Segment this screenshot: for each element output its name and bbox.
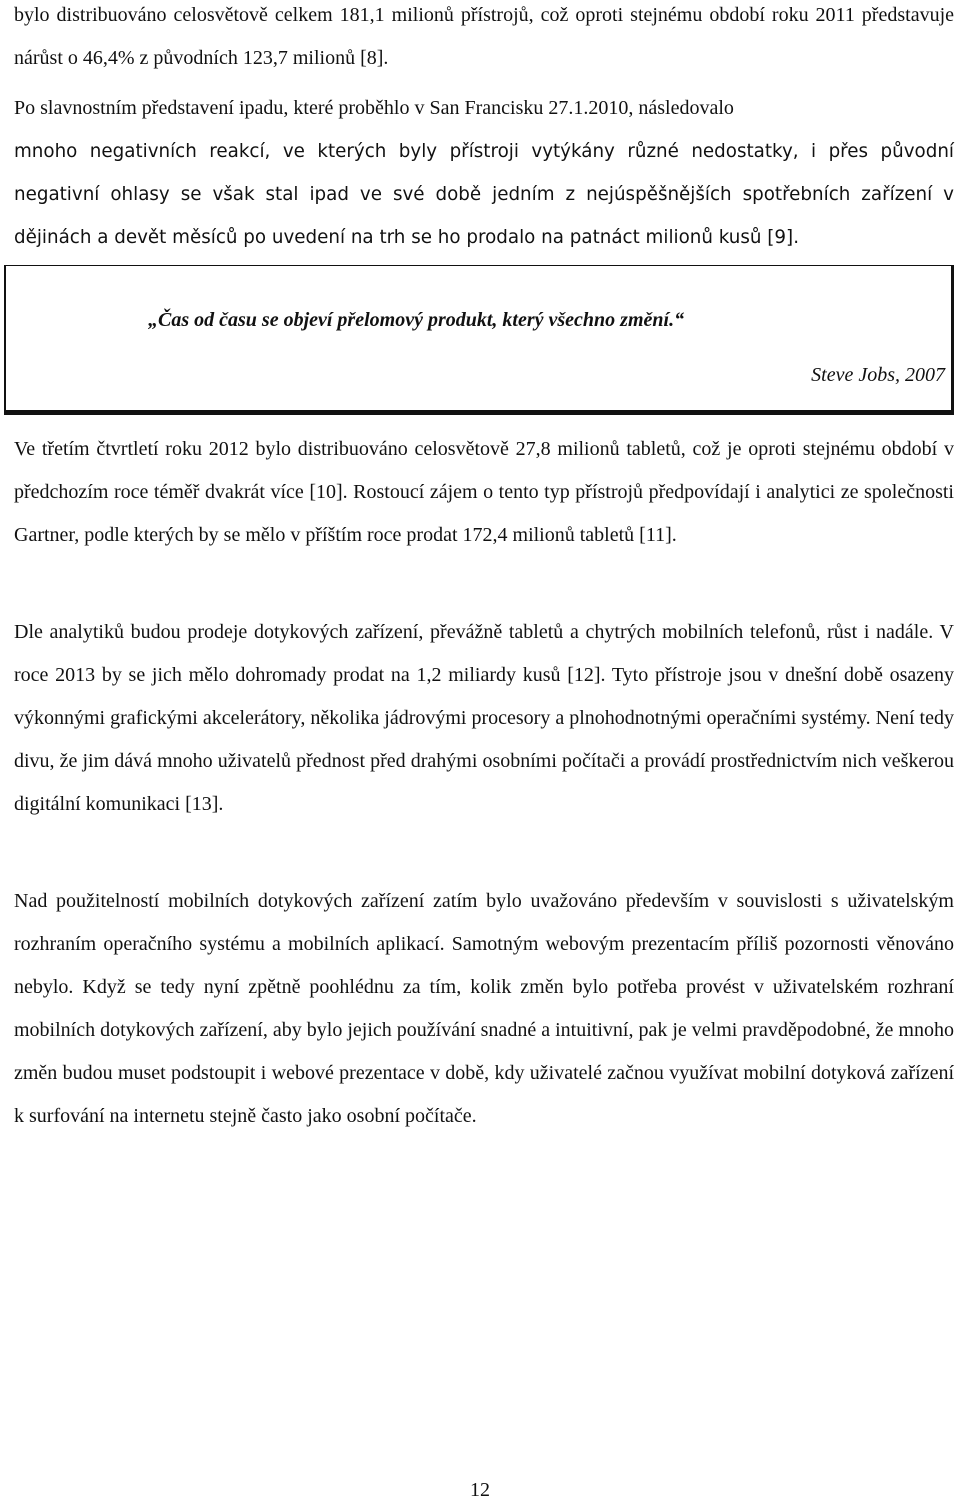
paragraph-tablet-sales: Ve třetím čtvrtletí roku 2012 bylo distribuováno celosvětově 27,8 milionů tabletů, což je oproti stejnému období v předchozím roce téměř dvakrát více [10]. Rostoucí zájem o tento typ přístrojů předpovídají i analytici ze společnosti Gartner, podle kterých by se mělo v příštím roce prodat 172,4 milionů tabletů [11]. [14,438,954,546]
paragraph-ipad-launch: mnoho negativních reakcí, ve kterých byly přístroji vytýkány různé nedostatky, i přes původní negativní ohlasy se však stal ipad ve své době jedním z nejúspěšnějších spotřebních zařízení v dějinách a devět měsíců po uvedení na trh se ho prodalo na patnáct milionů kusů [9]. [14,141,954,248]
paragraph-intro: bylo distribuováno celosvětově celkem 181,1 milionů přístrojů, což oproti stejnému období roku 2011 představuje nárůst o 46,4% z původních 123,7 milionů [8]. [14,4,954,69]
quote-author: Steve Jobs, 2007 [811,364,945,386]
quote-text: „Čas od času se objeví přelomový produkt, který všechno změní.“ [148,309,685,331]
paragraph-ipad-launch-first-line: Po slavnostním představení ipadu, které proběhlo v San Francisku 27.1.2010, následovalo [14,97,734,119]
paragraph-analysts: Dle analytiků budou prodeje dotykových zařízení, převážně tabletů a chytrých mobilních telefonů, růst i nadále. V roce 2013 by se jich mělo dohromady prodat na 1,2 miliardy kusů [12]. Tyto přístroje jsou v dnešní době osazeny výkonnými grafickými akcelerátory, několika jádrovými procesory a plnohodnotnými operačními systémy. Není tedy divu, že jim dává mnoho uživatelů přednost před drahými osobními počítači a provádí prostřednictvím nich veškerou digitální komunikaci [13]. [14,621,954,815]
page-number: 12 [470,1479,490,1501]
paragraph-usability: Nad použitelností mobilních dotykových zařízení zatím bylo uvažováno především v souvislosti s uživatelským rozhraním operačního systému a mobilních aplikací. Samotným webovým prezentacím příliš pozornosti věnováno nebylo. Když se tedy nyní zpětně poohlédnu za tím, kolik změn bylo potřeba provést v uživatelském rozhraní mobilních dotykových zařízení, aby bylo jejich používání snadné a intuitivní, pak je velmi pravděpodobné, že mnoho změn budou muset podstoupit i webové prezentace v době, kdy uživatelé začnou využívat mobilní dotyková zařízení k surfování na internetu stejně často jako osobní počítače. [14,890,954,1127]
